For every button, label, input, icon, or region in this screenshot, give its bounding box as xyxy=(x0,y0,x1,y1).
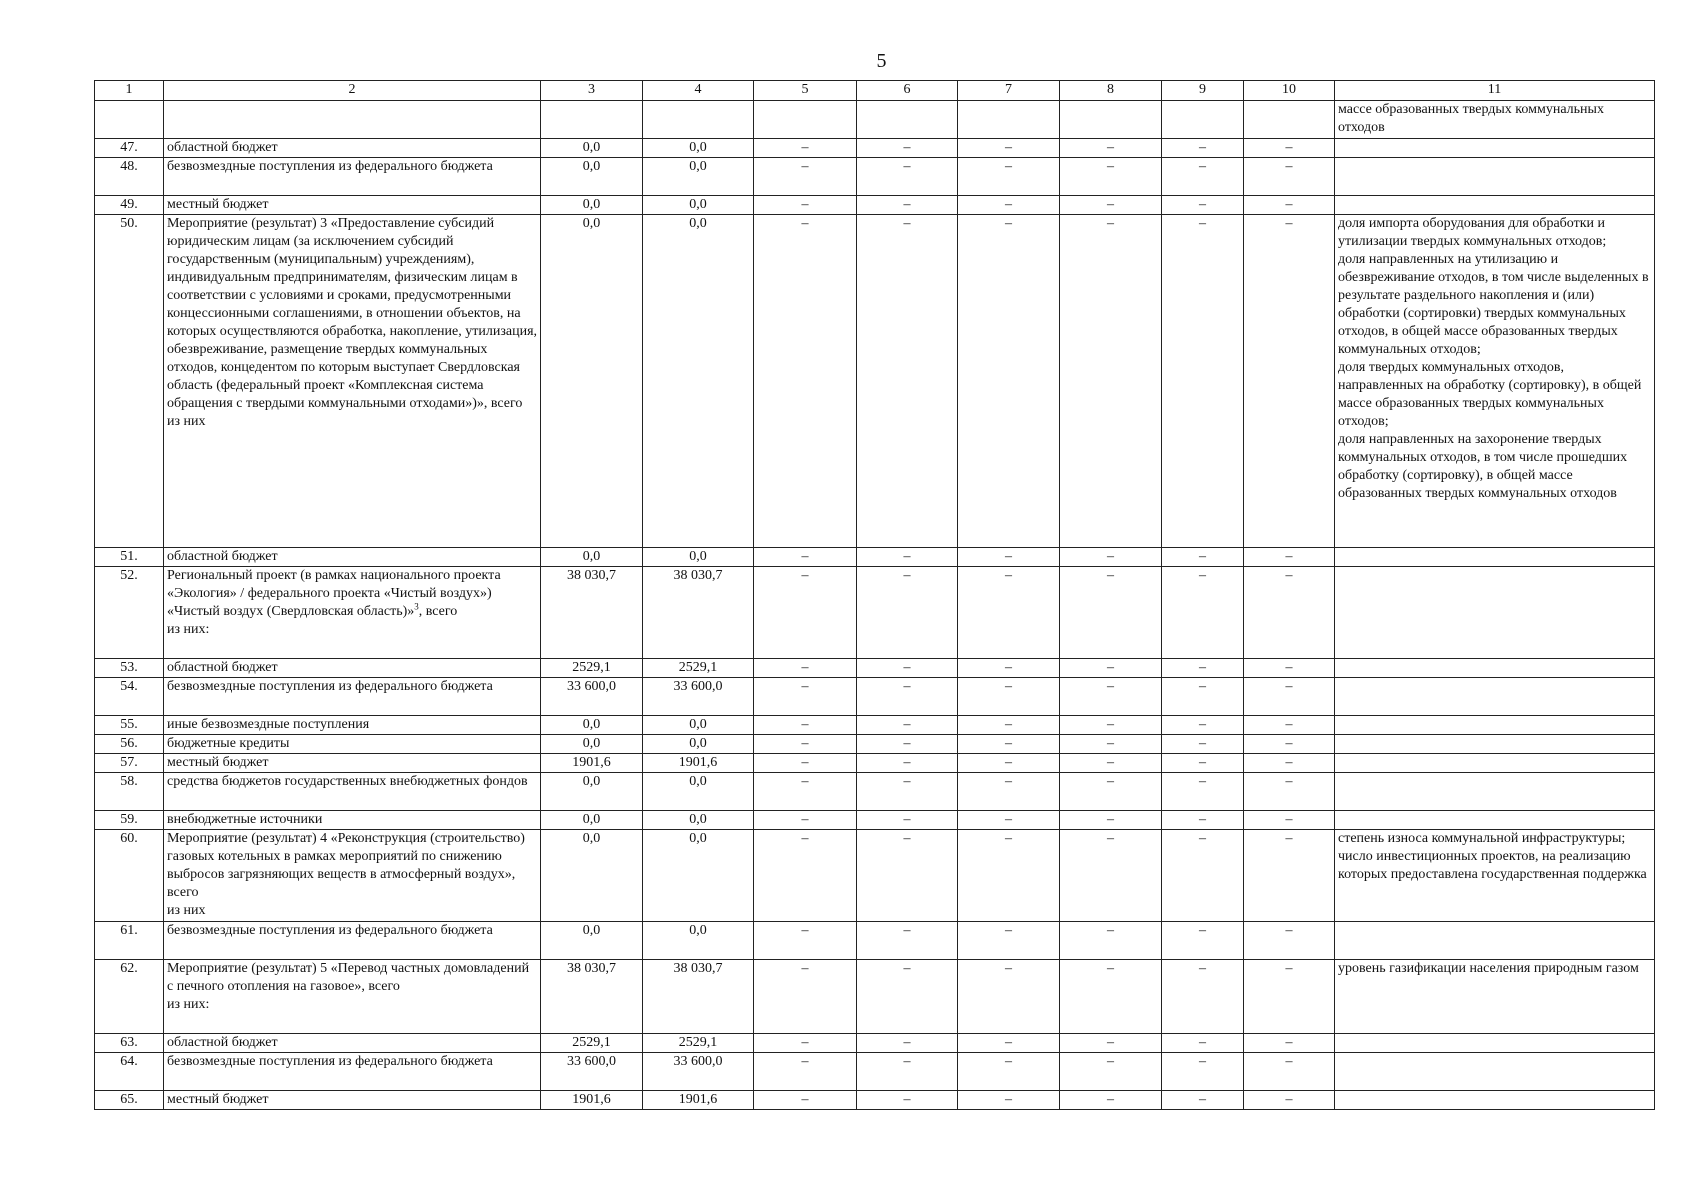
table-row xyxy=(95,567,1655,659)
dash-cell: – xyxy=(1162,754,1244,773)
table-row xyxy=(95,716,1655,735)
table-row xyxy=(95,196,1655,215)
table-row xyxy=(95,215,1655,548)
dash-cell: – xyxy=(1060,548,1162,567)
row-name-cell: местный бюджет xyxy=(164,754,541,773)
indicator-cell xyxy=(1335,548,1655,567)
indicator-cell: доля импорта оборудования для обработки и утилизации твердых коммунальных отходов; доля направленных на утилизацию и обезвреживание отходов, в том числе выделенных в результате раздельного накопления и (или) обработки (сортировки) твердых коммунальных отходов, в общей массе образованных твердых коммунальных отходов; доля твердых коммунальных отходов, направленных на обработку (сортировку), в общей массе образованных твердых коммунальных отходов; доля направленных на захоронение твердых коммунальных отходов, в том числе прошедших обработку (сортировку), в общей массе образованных твердых коммунальных отходов xyxy=(1335,215,1655,548)
row-number-cell: 63. xyxy=(95,1034,164,1053)
value-cell-col4: 0,0 xyxy=(643,215,754,548)
value-cell-col3: 0,0 xyxy=(541,158,643,196)
column-header: 2 xyxy=(164,81,541,101)
dash-cell: – xyxy=(1244,567,1335,659)
row-number-cell: 48. xyxy=(95,158,164,196)
row-name-cell: Мероприятие (результат) 5 «Перевод частных домовладений с печного отопления на газовое», всего из них: xyxy=(164,960,541,1034)
value-cell-col3: 2529,1 xyxy=(541,1034,643,1053)
table-row xyxy=(95,659,1655,678)
dash-cell: – xyxy=(857,567,958,659)
table-row xyxy=(95,158,1655,196)
dash-cell: – xyxy=(1060,811,1162,830)
dash-cell: – xyxy=(1060,158,1162,196)
value-cell-col4: 0,0 xyxy=(643,716,754,735)
dash-cell: – xyxy=(857,922,958,960)
dash-cell: – xyxy=(754,773,857,811)
row-number-cell: 56. xyxy=(95,735,164,754)
table-row xyxy=(95,1053,1655,1091)
value-cell-col4: 0,0 xyxy=(643,735,754,754)
dash-cell: – xyxy=(1060,215,1162,548)
dash-cell: – xyxy=(1244,773,1335,811)
row-number-cell: 49. xyxy=(95,196,164,215)
dash-cell: – xyxy=(857,678,958,716)
row-number-cell: 47. xyxy=(95,139,164,158)
dash-cell: – xyxy=(1060,196,1162,215)
dash-cell: – xyxy=(958,158,1060,196)
dash-cell: – xyxy=(857,716,958,735)
dash-cell: – xyxy=(857,960,958,1034)
indicator-cell xyxy=(1335,1053,1655,1091)
value-cell-col4: 0,0 xyxy=(643,196,754,215)
dash-cell: – xyxy=(1162,830,1244,922)
dash-cell: – xyxy=(1162,773,1244,811)
indicator-cell xyxy=(1335,678,1655,716)
indicator-cell xyxy=(1335,922,1655,960)
dash-cell: – xyxy=(857,735,958,754)
value-cell-col4: 0,0 xyxy=(643,811,754,830)
footnote-mark: 3 xyxy=(414,601,419,612)
budget-table xyxy=(94,80,1655,1110)
dash-cell xyxy=(1244,101,1335,139)
value-cell-col3: 0,0 xyxy=(541,830,643,922)
value-cell-col3: 38 030,7 xyxy=(541,960,643,1034)
dash-cell: – xyxy=(1060,1091,1162,1110)
page-number: 5 xyxy=(876,50,887,72)
value-cell-col3: 0,0 xyxy=(541,215,643,548)
dash-cell: – xyxy=(857,659,958,678)
value-cell-col3: 0,0 xyxy=(541,773,643,811)
dash-cell: – xyxy=(1244,548,1335,567)
dash-cell: – xyxy=(958,196,1060,215)
dash-cell: – xyxy=(857,830,958,922)
dash-cell: – xyxy=(958,735,1060,754)
value-cell-col4: 1901,6 xyxy=(643,1091,754,1110)
table-row xyxy=(95,830,1655,922)
indicator-cell xyxy=(1335,716,1655,735)
indicator-cell xyxy=(1335,1034,1655,1053)
row-name-cell: местный бюджет xyxy=(164,1091,541,1110)
dash-cell: – xyxy=(958,960,1060,1034)
value-cell-col3: 2529,1 xyxy=(541,659,643,678)
value-cell-col3: 0,0 xyxy=(541,548,643,567)
row-number-cell: 65. xyxy=(95,1091,164,1110)
table-row xyxy=(95,678,1655,716)
dash-cell: – xyxy=(1060,659,1162,678)
dash-cell: – xyxy=(1244,196,1335,215)
dash-cell: – xyxy=(857,811,958,830)
dash-cell: – xyxy=(1060,678,1162,716)
row-name-cell xyxy=(164,101,541,139)
dash-cell: – xyxy=(1162,1034,1244,1053)
indicator-cell xyxy=(1335,811,1655,830)
dash-cell: – xyxy=(754,158,857,196)
indicator-cell xyxy=(1335,773,1655,811)
row-name-cell: внебюджетные источники xyxy=(164,811,541,830)
table-row xyxy=(95,754,1655,773)
value-cell-col4 xyxy=(643,101,754,139)
row-name-cell: безвозмездные поступления из федерального бюджета xyxy=(164,922,541,960)
dash-cell: – xyxy=(754,567,857,659)
dash-cell: – xyxy=(958,1091,1060,1110)
dash-cell: – xyxy=(1162,196,1244,215)
dash-cell: – xyxy=(857,139,958,158)
dash-cell: – xyxy=(754,1034,857,1053)
value-cell-col3: 38 030,7 xyxy=(541,567,643,659)
value-cell-col3: 33 600,0 xyxy=(541,678,643,716)
dash-cell: – xyxy=(754,922,857,960)
dash-cell: – xyxy=(958,716,1060,735)
dash-cell: – xyxy=(754,548,857,567)
dash-cell: – xyxy=(1244,215,1335,548)
dash-cell: – xyxy=(1060,567,1162,659)
column-header: 3 xyxy=(541,81,643,101)
indicator-cell xyxy=(1335,158,1655,196)
row-name-cell: областной бюджет xyxy=(164,548,541,567)
table-row xyxy=(95,101,1655,139)
dash-cell: – xyxy=(1162,158,1244,196)
dash-cell xyxy=(1060,101,1162,139)
dash-cell: – xyxy=(754,754,857,773)
row-name-cell: местный бюджет xyxy=(164,196,541,215)
column-header: 1 xyxy=(95,81,164,101)
value-cell-col4: 0,0 xyxy=(643,548,754,567)
dash-cell: – xyxy=(1162,811,1244,830)
table-body xyxy=(95,101,1655,1110)
value-cell-col3: 0,0 xyxy=(541,735,643,754)
dash-cell: – xyxy=(1244,811,1335,830)
value-cell-col4: 0,0 xyxy=(643,139,754,158)
dash-cell: – xyxy=(958,215,1060,548)
value-cell-col3: 1901,6 xyxy=(541,754,643,773)
dash-cell: – xyxy=(958,1034,1060,1053)
dash-cell: – xyxy=(958,567,1060,659)
dash-cell: – xyxy=(1060,716,1162,735)
table-row xyxy=(95,735,1655,754)
dash-cell: – xyxy=(1244,754,1335,773)
dash-cell: – xyxy=(958,678,1060,716)
row-name-cell: бюджетные кредиты xyxy=(164,735,541,754)
row-name-cell: областной бюджет xyxy=(164,1034,541,1053)
dash-cell: – xyxy=(1060,922,1162,960)
column-header: 9 xyxy=(1162,81,1244,101)
dash-cell: – xyxy=(1244,1034,1335,1053)
value-cell-col4: 0,0 xyxy=(643,773,754,811)
indicator-cell: уровень газификации населения природным газом xyxy=(1335,960,1655,1034)
dash-cell: – xyxy=(1244,735,1335,754)
dash-cell: – xyxy=(754,1091,857,1110)
value-cell-col4: 33 600,0 xyxy=(643,678,754,716)
dash-cell: – xyxy=(958,811,1060,830)
dash-cell: – xyxy=(754,659,857,678)
dash-cell: – xyxy=(1060,773,1162,811)
table-row xyxy=(95,548,1655,567)
dash-cell: – xyxy=(754,960,857,1034)
dash-cell: – xyxy=(754,215,857,548)
dash-cell: – xyxy=(1162,139,1244,158)
dash-cell: – xyxy=(754,716,857,735)
dash-cell: – xyxy=(958,830,1060,922)
row-name-tail: , всего из них: xyxy=(167,604,458,637)
column-header: 6 xyxy=(857,81,958,101)
dash-cell: – xyxy=(754,830,857,922)
column-header: 7 xyxy=(958,81,1060,101)
dash-cell: – xyxy=(1244,158,1335,196)
dash-cell xyxy=(958,101,1060,139)
indicator-cell xyxy=(1335,139,1655,158)
dash-cell: – xyxy=(1162,548,1244,567)
dash-cell: – xyxy=(754,735,857,754)
dash-cell: – xyxy=(1244,1091,1335,1110)
dash-cell: – xyxy=(1162,1091,1244,1110)
row-number-cell: 60. xyxy=(95,830,164,922)
dash-cell: – xyxy=(1244,139,1335,158)
dash-cell: – xyxy=(958,659,1060,678)
row-number-cell: 61. xyxy=(95,922,164,960)
dash-cell: – xyxy=(1060,1053,1162,1091)
dash-cell: – xyxy=(1060,754,1162,773)
row-name-cell: безвозмездные поступления из федерального бюджета xyxy=(164,1053,541,1091)
dash-cell: – xyxy=(1244,922,1335,960)
dash-cell: – xyxy=(857,1034,958,1053)
table-row xyxy=(95,1091,1655,1110)
column-header: 8 xyxy=(1060,81,1162,101)
dash-cell: – xyxy=(1060,960,1162,1034)
row-name-text: Региональный проект (в рамках национального проекта «Экология» / федерального проекта «Чистый воздух») «Чистый воздух (Свердловская область)» xyxy=(167,568,501,619)
dash-cell: – xyxy=(857,196,958,215)
indicator-cell xyxy=(1335,196,1655,215)
row-number-cell: 59. xyxy=(95,811,164,830)
dash-cell: – xyxy=(1162,678,1244,716)
dash-cell: – xyxy=(857,158,958,196)
dash-cell: – xyxy=(1244,659,1335,678)
row-name-cell: Мероприятие (результат) 3 «Предоставление субсидий юридическим лицам (за исключением субсидий государственным (муниципальным) учреждениям), индивидуальным предпринимателям, физическим лицам в соответствии с условиями и сроками, предусмотренными концессионными соглашениями, в отношении объектов, на которых осуществляются обработка, накопление, утилизация, обезвреживание, размещение твердых коммунальных отходов, концедентом по которым выступает Свердловская область (федеральный проект «Комплексная система обращения с твердыми коммунальными отходами»)», всего из них xyxy=(164,215,541,548)
dash-cell: – xyxy=(857,754,958,773)
dash-cell: – xyxy=(958,548,1060,567)
value-cell-col3: 0,0 xyxy=(541,922,643,960)
value-cell-col4: 2529,1 xyxy=(643,1034,754,1053)
dash-cell: – xyxy=(1162,1053,1244,1091)
dash-cell: – xyxy=(754,678,857,716)
dash-cell: – xyxy=(857,1053,958,1091)
table-row xyxy=(95,139,1655,158)
column-header: 10 xyxy=(1244,81,1335,101)
dash-cell: – xyxy=(754,811,857,830)
column-number-row xyxy=(95,81,1655,101)
dash-cell: – xyxy=(958,754,1060,773)
dash-cell: – xyxy=(1060,139,1162,158)
dash-cell: – xyxy=(754,1053,857,1091)
dash-cell: – xyxy=(754,196,857,215)
dash-cell: – xyxy=(1162,567,1244,659)
row-name-cell: областной бюджет xyxy=(164,659,541,678)
dash-cell: – xyxy=(1244,678,1335,716)
table-row xyxy=(95,922,1655,960)
row-number-cell: 64. xyxy=(95,1053,164,1091)
indicator-cell: массе образованных твердых коммунальных отходов xyxy=(1335,101,1655,139)
row-number-cell: 50. xyxy=(95,215,164,548)
row-name-cell: иные безвозмездные поступления xyxy=(164,716,541,735)
value-cell-col4: 2529,1 xyxy=(643,659,754,678)
value-cell-col3: 33 600,0 xyxy=(541,1053,643,1091)
dash-cell: – xyxy=(1162,960,1244,1034)
dash-cell: – xyxy=(857,1091,958,1110)
table-row xyxy=(95,811,1655,830)
column-header: 4 xyxy=(643,81,754,101)
value-cell-col3: 0,0 xyxy=(541,811,643,830)
dash-cell: – xyxy=(1162,735,1244,754)
value-cell-col3: 0,0 xyxy=(541,196,643,215)
dash-cell: – xyxy=(1244,830,1335,922)
table-row xyxy=(95,960,1655,1034)
value-cell-col4: 33 600,0 xyxy=(643,1053,754,1091)
dash-cell: – xyxy=(1244,716,1335,735)
value-cell-col4: 0,0 xyxy=(643,158,754,196)
indicator-cell xyxy=(1335,1091,1655,1110)
row-number-cell: 53. xyxy=(95,659,164,678)
row-number-cell: 62. xyxy=(95,960,164,1034)
row-name-cell: областной бюджет xyxy=(164,139,541,158)
value-cell-col4: 38 030,7 xyxy=(643,960,754,1034)
value-cell-col3 xyxy=(541,101,643,139)
row-name-cell: средства бюджетов государственных внебюджетных фондов xyxy=(164,773,541,811)
row-number-cell: 58. xyxy=(95,773,164,811)
dash-cell: – xyxy=(754,139,857,158)
row-number-cell: 54. xyxy=(95,678,164,716)
dash-cell: – xyxy=(1162,922,1244,960)
indicator-cell: степень износа коммунальной инфраструктуры; число инвестиционных проектов, на реализацию которых предоставлена государственная поддержка xyxy=(1335,830,1655,922)
dash-cell: – xyxy=(857,548,958,567)
dash-cell: – xyxy=(857,215,958,548)
value-cell-col4: 0,0 xyxy=(643,922,754,960)
dash-cell: – xyxy=(1244,960,1335,1034)
row-number-cell: 55. xyxy=(95,716,164,735)
value-cell-col4: 0,0 xyxy=(643,830,754,922)
row-name-cell: Мероприятие (результат) 4 «Реконструкция (строительство) газовых котельных в рамках мероприятий по снижению выбросов загрязняющих веществ в атмосферный воздух», всего из них xyxy=(164,830,541,922)
dash-cell: – xyxy=(1162,716,1244,735)
dash-cell: – xyxy=(958,139,1060,158)
dash-cell xyxy=(857,101,958,139)
dash-cell: – xyxy=(1060,830,1162,922)
dash-cell: – xyxy=(958,1053,1060,1091)
value-cell-col4: 38 030,7 xyxy=(643,567,754,659)
row-name-cell: безвозмездные поступления из федерального бюджета xyxy=(164,678,541,716)
dash-cell: – xyxy=(1162,215,1244,548)
row-number-cell: 57. xyxy=(95,754,164,773)
dash-cell xyxy=(754,101,857,139)
dash-cell: – xyxy=(1162,659,1244,678)
row-number-cell: 52. xyxy=(95,567,164,659)
row-number-cell xyxy=(95,101,164,139)
dash-cell: – xyxy=(1060,735,1162,754)
dash-cell: – xyxy=(1244,1053,1335,1091)
value-cell-col3: 0,0 xyxy=(541,139,643,158)
dash-cell: – xyxy=(958,922,1060,960)
value-cell-col3: 1901,6 xyxy=(541,1091,643,1110)
table-row xyxy=(95,1034,1655,1053)
indicator-cell xyxy=(1335,754,1655,773)
table-row xyxy=(95,773,1655,811)
dash-cell: – xyxy=(1060,1034,1162,1053)
value-cell-col4: 1901,6 xyxy=(643,754,754,773)
column-header: 5 xyxy=(754,81,857,101)
row-name-cell xyxy=(164,567,541,659)
column-header: 11 xyxy=(1335,81,1655,101)
dash-cell xyxy=(1162,101,1244,139)
row-number-cell: 51. xyxy=(95,548,164,567)
dash-cell: – xyxy=(958,773,1060,811)
indicator-cell xyxy=(1335,735,1655,754)
dash-cell: – xyxy=(857,773,958,811)
indicator-cell xyxy=(1335,659,1655,678)
row-name-cell: безвозмездные поступления из федерального бюджета xyxy=(164,158,541,196)
indicator-cell xyxy=(1335,567,1655,659)
value-cell-col3: 0,0 xyxy=(541,716,643,735)
